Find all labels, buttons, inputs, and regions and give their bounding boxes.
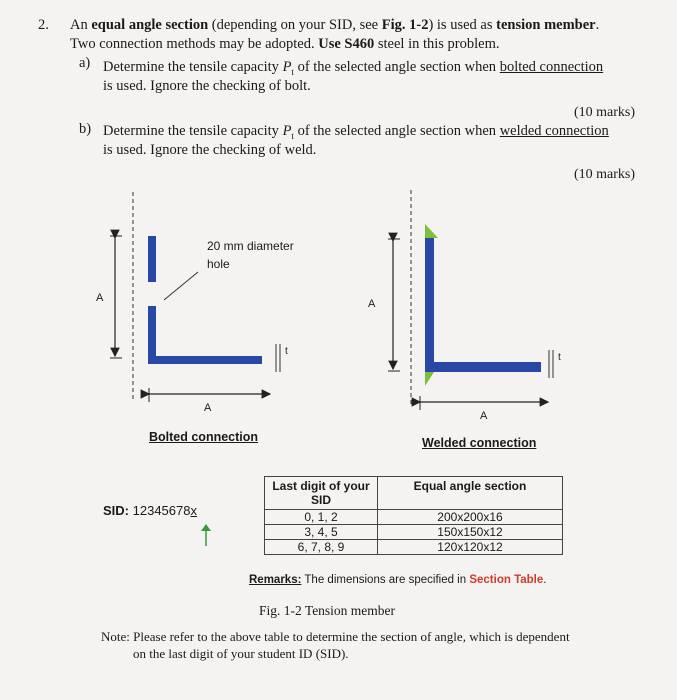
hole-leader-line	[164, 272, 198, 300]
part-a-marks: (10 marks)	[574, 105, 636, 120]
table-row: 0, 1, 2 200x200x16	[265, 510, 563, 525]
figure-caption: Fig. 1-2 Tension member	[259, 603, 396, 618]
part-b-text: Determine the tensile capacity $P_t$ of the selected angle section when welded connection	[103, 123, 609, 141]
thickness-label-left: t	[285, 346, 288, 357]
remarks: Remarks: The dimensions are specified in Section Table.	[249, 574, 547, 586]
thickness-label-right: t	[558, 352, 561, 363]
note: Note: Please refer to the above table to determine the section of angle, which is dependent on the last digit of your student ID (SID).	[101, 629, 570, 661]
part-b-label: b)	[79, 121, 92, 137]
part-b-text-2: is used. Ignore the checking of weld.	[103, 142, 317, 158]
question-number: 2.	[38, 17, 49, 33]
table-row: 3, 4, 5 150x150x12	[265, 525, 563, 540]
part-b-marks: (10 marks)	[574, 167, 636, 182]
section-table	[264, 476, 563, 555]
dim-label-a-right: A	[368, 298, 376, 310]
sid-label: SID: 12345678x	[103, 503, 197, 518]
table-header-section: Equal angle section	[378, 477, 563, 510]
question-line-1: An equal angle section (depending on your SID, see Fig. 1-2) is used as tension member.	[70, 17, 600, 33]
part-a-label: a)	[79, 55, 91, 71]
caption-welded: Welded connection	[422, 436, 537, 450]
angle-leg-vertical-top-left	[148, 236, 156, 282]
table-header-digit: Last digit of your SID	[265, 477, 378, 510]
part-a-text-2: is used. Ignore the checking of bolt.	[103, 78, 311, 94]
question-line-2: Two connection methods may be adopted. Use S460 steel in this problem.	[70, 36, 500, 52]
weld-top	[425, 224, 438, 238]
part-a-text: Determine the tensile capacity $P_t$ of the selected angle section when bolted connection	[103, 59, 604, 77]
angle-leg-bottom-left	[148, 306, 262, 364]
hole-label: 20 mm diameter hole	[207, 239, 294, 271]
weld-bottom	[425, 372, 434, 386]
dim-label-a-bottom-right: A	[480, 410, 488, 422]
angle-section-right	[425, 238, 541, 372]
table-row: 6, 7, 8, 9 120x120x12	[265, 540, 563, 555]
dim-label-a-left: A	[96, 292, 104, 304]
dim-label-a-bottom-left: A	[204, 402, 212, 414]
caption-bolted: Bolted connection	[149, 430, 259, 444]
